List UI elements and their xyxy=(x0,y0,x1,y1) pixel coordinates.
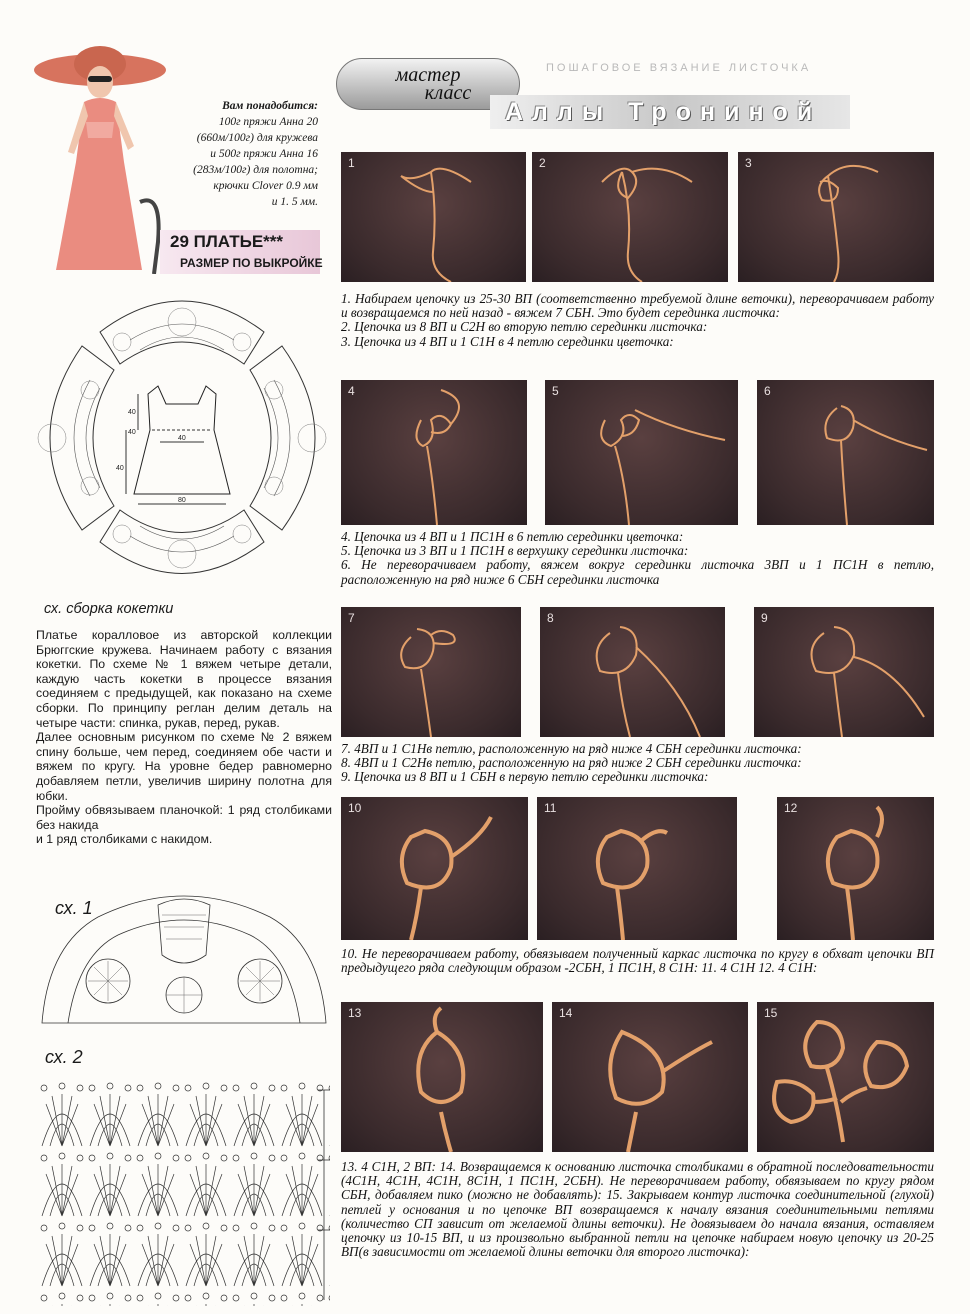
photo-number: 3 xyxy=(745,156,752,170)
step-text: 9. Цепочка из 8 ВП и 1 СБН в первую петлю серединки листочка: xyxy=(341,769,709,785)
photo-number: 9 xyxy=(761,611,768,625)
thread-sketch xyxy=(754,607,934,737)
photo-number: 12 xyxy=(784,801,798,815)
step-photo xyxy=(757,380,934,525)
step-text: 8. 4ВП и 1 С2Нв петлю, расположенную на ряд ниже 2 СБН серединки листочка: xyxy=(341,755,802,771)
thread-sketch xyxy=(757,380,934,525)
step-photo xyxy=(341,1002,543,1152)
step-photo xyxy=(777,797,934,940)
description-paragraph: и 1 ряд столбиками с накидом. xyxy=(36,832,213,847)
photo-number: 14 xyxy=(559,1006,573,1020)
step-photo xyxy=(754,607,934,737)
thread-sketch xyxy=(757,1002,934,1152)
description xyxy=(36,628,332,847)
caption-scheme-2: сх. 2 xyxy=(45,1047,83,1067)
step-photo xyxy=(757,1002,934,1152)
photo-number: 13 xyxy=(348,1006,362,1020)
photo-number: 8 xyxy=(547,611,554,625)
photo-number: 10 xyxy=(348,801,362,815)
steps-13-15 xyxy=(341,1160,934,1259)
photo-number: 15 xyxy=(764,1006,778,1020)
description-paragraph: Платье коралловое из авторской коллекции Брюггские кружева. Начинаем работу с вязания кокетки. По схеме № 1 вяжем четыре детали, каждую часть кокетки в процессе вязания соединяем с предыдущей, как показано на схеме сборки. По принципу реглан делим деталь на четыре части: спинка, рукав, перед, рукав. xyxy=(36,628,332,730)
step-photo xyxy=(341,797,528,940)
dim-label: 40 xyxy=(128,429,136,436)
thread-sketch xyxy=(777,797,934,940)
step-text: 13. 4 С1Н, 2 ВП: 14. Возвращаемся к основанию листочка столбиками в обратной последовательности (4С1Н, 4С1Н, 4С1Н, 8С1Н, 1 ПС1Н, 2СБН). Не переворачиваем работу, обвязываем по кругу рядом СБН, добавляем пико (можно не добавлять): 15. Закрываем контур листочка соединительной (глухой) петлей у основания и по цепочке ВП возвращаемся к началу вязания соединительными петлями (количество СП зависит от желаемой длины веточки). Не довязываем до начала вязания, оставляем цепочку из 10-15 ВП, и из произвольно выбранной петли на цепочке набираем новую цепочку из 20-25 ВП(в зависимости от желаемой длины веточки для второго листочка): xyxy=(341,1159,934,1260)
badge-line1: мастер xyxy=(395,64,461,86)
step-photo xyxy=(545,380,738,525)
thread-sketch xyxy=(341,380,527,525)
thread-sketch xyxy=(552,1002,748,1152)
dim-label: 80 xyxy=(178,497,186,504)
step-photo xyxy=(341,607,521,737)
yoke-assembly-diagram xyxy=(30,280,335,595)
steps-10-12 xyxy=(341,947,934,975)
scheme-1-diagram xyxy=(38,885,330,1035)
photo-number: 2 xyxy=(539,156,546,170)
photo-number: 1 xyxy=(348,156,355,170)
thread-sketch xyxy=(532,152,728,282)
step-photo xyxy=(341,380,527,525)
thread-sketch xyxy=(537,797,737,940)
badge-line2: класс xyxy=(424,82,472,104)
model-photo xyxy=(30,42,170,274)
thread-sketch xyxy=(545,380,738,525)
steps-4-6 xyxy=(341,530,934,587)
materials xyxy=(150,98,318,210)
materials-heading: Вам понадобится: xyxy=(222,100,318,112)
materials-line: крючки Clover 0.9 мм xyxy=(213,180,318,192)
photo-number: 6 xyxy=(764,384,771,398)
step-text: 5. Цепочка из 3 ВП и 1 ПС1Н в верхушку серединки листочка: xyxy=(341,543,689,559)
step-text: 4. Цепочка из 4 ВП и 1 ПС1Н в 6 петлю серединки цветочка: xyxy=(341,529,684,544)
materials-line: и 1. 5 мм. xyxy=(271,196,318,208)
step-photo xyxy=(552,1002,748,1152)
photo-number: 7 xyxy=(348,611,355,625)
step-text: 6. Не переворачиваем работу, вяжем вокруг серединки листочка 3ВП и 1 ПС1Н в петлю, расположенную на ряд ниже 6 СБН серединки листочка xyxy=(341,557,934,587)
step-photo xyxy=(540,607,725,737)
photo-number: 5 xyxy=(552,384,559,398)
size-note: РАЗМЕР ПО ВЫКРОЙКЕ xyxy=(180,256,323,270)
materials-line: и 500г пряжи Анна 16 xyxy=(210,148,318,160)
materials-line: (660м/100г) для кружева xyxy=(196,132,318,144)
subtitle: ПОШАГОВОЕ ВЯЗАНИЕ ЛИСТОЧКА xyxy=(546,62,812,74)
step-photo xyxy=(537,797,737,940)
dim-label: 40 xyxy=(128,409,136,416)
scheme-2-diagram xyxy=(38,1080,330,1306)
thread-sketch xyxy=(540,607,725,737)
step-text: 10. Не переворачиваем работу, обвязываем полученный каркас листочка по кругу в обхват цепочки ВП предыдущего ряда следующим образом -2СБН, 1 ПС1Н, 8 С1Н: 11. 4 С1Н 12. 4 С1Н: xyxy=(341,946,934,976)
thread-sketch xyxy=(341,1002,543,1152)
dim-label: 40 xyxy=(116,465,124,472)
thread-sketch xyxy=(341,607,521,737)
caption-yoke-assembly: сх. сборка кокетки xyxy=(44,601,174,617)
dress-title: 29 ПЛАТЬЕ*** xyxy=(170,232,283,251)
thread-sketch xyxy=(738,152,934,282)
photo-number: 4 xyxy=(348,384,355,398)
materials-line: 100г пряжи Анна 20 xyxy=(218,116,318,128)
thread-sketch xyxy=(341,797,528,940)
step-photo xyxy=(532,152,728,282)
step-photo xyxy=(341,152,526,282)
photo-number: 11 xyxy=(544,801,557,815)
author-name: Аллы Трониной xyxy=(505,98,822,126)
description-paragraph: Пройму обвязываем планочкой: 1 ряд столбиками без накида xyxy=(36,803,332,832)
thread-sketch xyxy=(341,152,526,282)
caption-scheme-1: сх. 1 xyxy=(55,898,93,918)
steps-7-9 xyxy=(341,742,934,785)
step-text: 2. Цепочка из 8 ВП и С2Н во вторую петлю серединки листочка: xyxy=(341,319,708,335)
steps-1-3 xyxy=(341,292,934,349)
step-text: 3. Цепочка из 4 ВП и 1 С1Н в 4 петлю серединки цветочка: xyxy=(341,333,674,349)
materials-line: (283м/100г) для полотна; xyxy=(193,164,318,176)
dim-label: 40 xyxy=(178,435,186,442)
step-text: 7. 4ВП и 1 С1Нв петлю, расположенную на ряд ниже 4 СБН серединки листочка: xyxy=(341,741,802,756)
step-text: 1. Набираем цепочку из 25-30 ВП (соответственно требуемой длине веточки), переворачиваем работу и возвращаемся по ней назад - вяжем 7 СБН. Это будет серединка листочка: xyxy=(341,291,934,321)
step-photo xyxy=(738,152,934,282)
description-paragraph: Далее основным рисунком по схеме № 2 вяжем спину больше, чем перед, соединяем обе части и вяжем по кругу. На уровне бедер равномерно добавляем петли, увеличив ширину полотна для юбки. xyxy=(36,730,332,803)
